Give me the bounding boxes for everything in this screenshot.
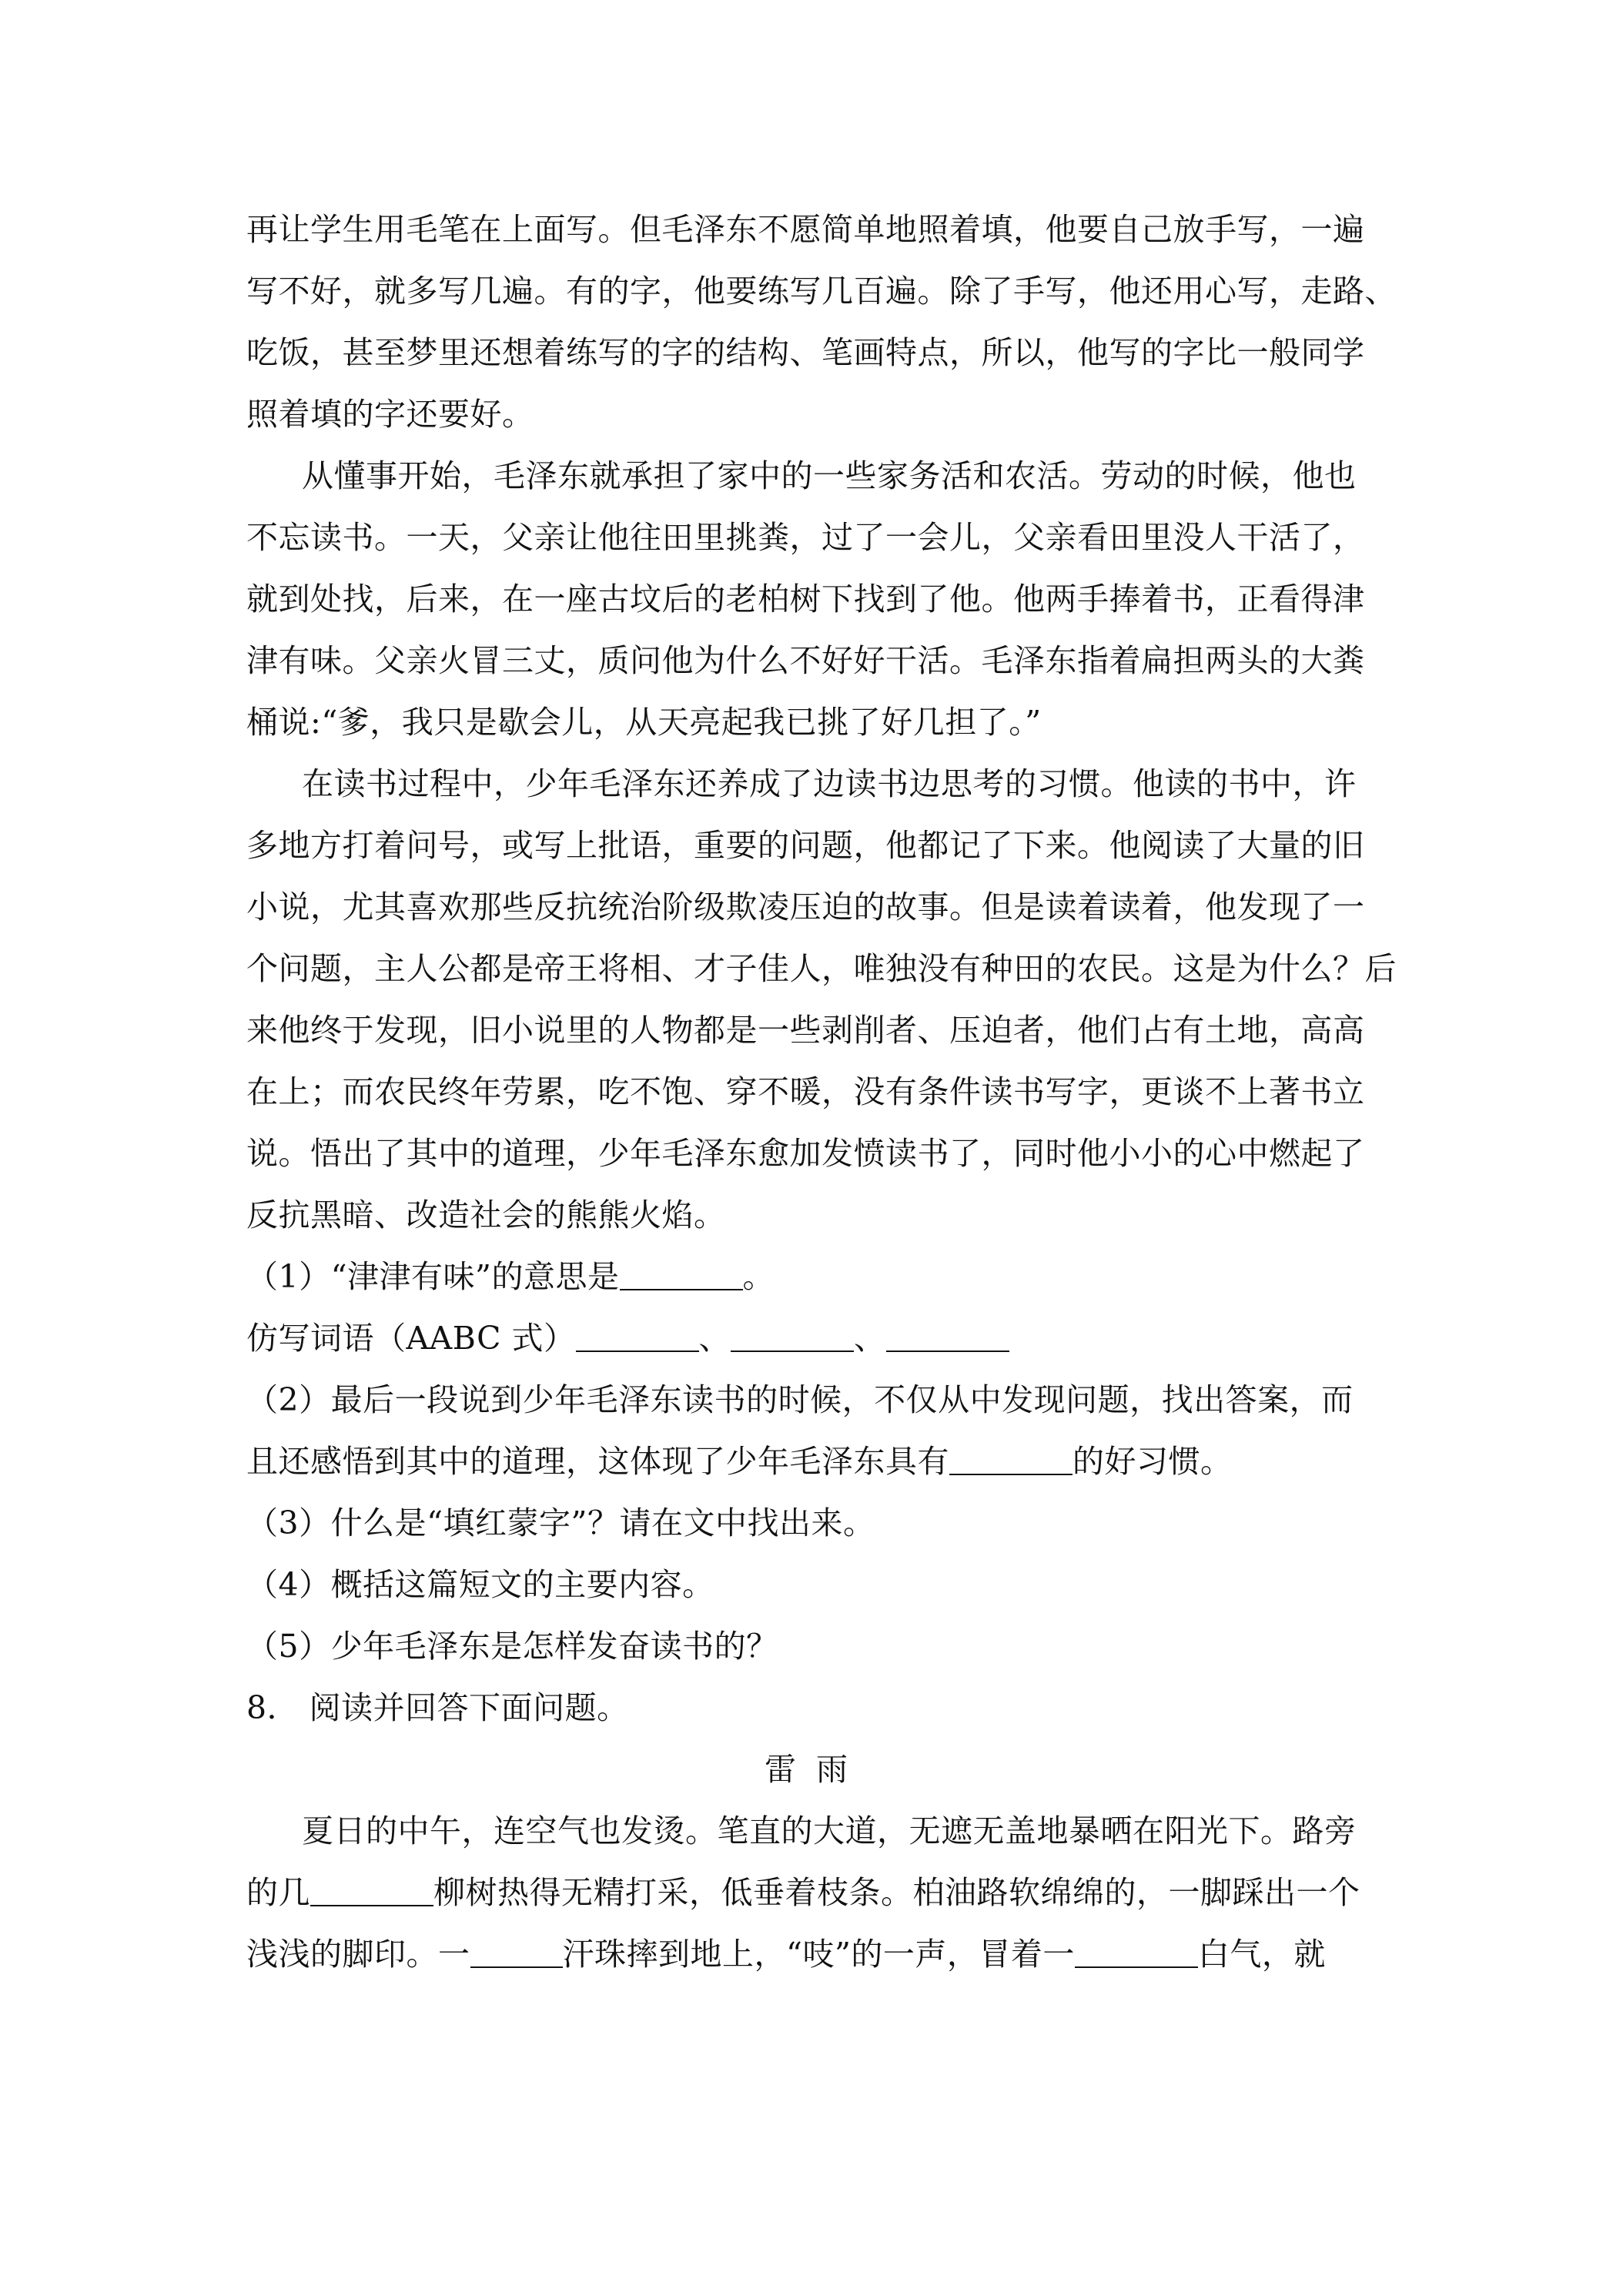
- passage-p2-line-5: 桶说:“爹，我只是歇会儿，从天亮起我已挑了好几担了。”: [246, 704, 1042, 741]
- passage-p1-line-2: 写不好，就多写几遍。有的字，他要练写几百遍。除了手写，他还用心写，走路、: [246, 273, 1397, 310]
- question-2-line-2: [246, 1431, 1386, 1492]
- question-4: （4）概括这篇短文的主要内容。: [246, 1566, 714, 1603]
- question-8-heading: 8． 阅读并回答下面问题。: [246, 1689, 629, 1726]
- passage-p2-line-1: 从懂事开始，毛泽东就承担了家中的一些家务活和农活。劳动的时候，他也: [302, 457, 1357, 494]
- question-5: （5）少年毛泽东是怎样发奋读书的？: [246, 1628, 778, 1665]
- answer-blank[interactable]: [949, 1444, 1073, 1475]
- passage-p1-line-4: 照着填的字还要好。: [246, 396, 534, 433]
- separator: 、: [698, 1320, 731, 1357]
- q8-line-2-start: 的几: [246, 1874, 310, 1911]
- passage-p2-line-2: 不忘读书。一天，父亲让他往田里挑粪，过了一会儿，父亲看田里没人干活了，: [246, 519, 1365, 556]
- question-1-text: （1）“津津有味”的意思是: [246, 1258, 620, 1295]
- passage-p3-line-4: 个问题，主人公都是帝王将相、才子佳人，唯独没有种田的农民。这是为什么？后: [246, 950, 1397, 987]
- answer-blank[interactable]: [620, 1260, 743, 1290]
- document-page: [246, 199, 1397, 1985]
- question-1: [246, 1246, 1386, 1307]
- q8-line-3-end: 白气，就: [1197, 1936, 1326, 1973]
- answer-blank[interactable]: [1075, 1937, 1198, 1968]
- answer-blank[interactable]: [470, 1937, 563, 1968]
- question-2-line-1: （2）最后一段说到少年毛泽东读书的时候，不仅从中发现问题，找出答案，而: [246, 1381, 1354, 1418]
- passage-p2-line-4: 津有味。父亲火冒三丈，质问他为什么不好好干活。毛泽东指着扁担两头的大粪: [246, 642, 1365, 679]
- question-1-end: 。: [742, 1258, 775, 1295]
- passage-title: 雷雨: [765, 1751, 868, 1788]
- separator: 、: [854, 1320, 886, 1357]
- q8-passage-line-1: 夏日的中午，连空气也发烫。笔直的大道，无遮无盖地暴晒在阳光下。路旁: [302, 1812, 1357, 1849]
- passage-p1-line-3: 吃饭，甚至梦里还想着练写的字的结构、笔画特点，所以，他写的字比一般同学: [246, 334, 1365, 371]
- q8-line-3-middle: 汗珠摔到地上，“吱”的一声，冒着一: [562, 1936, 1075, 1973]
- q8-passage-line-3: [246, 1923, 1386, 1985]
- question-2-end: 的好习惯。: [1073, 1443, 1233, 1480]
- passage-p3-line-3: 小说，尤其喜欢那些反抗统治阶级欺凌压迫的故事。但是读着读着，他发现了一: [246, 889, 1365, 925]
- answer-blank[interactable]: [886, 1321, 1009, 1352]
- passage-p3-line-2: 多地方打着问号，或写上批语，重要的问题，他都记了下来。他阅读了大量的旧: [246, 827, 1365, 864]
- answer-blank[interactable]: [310, 1876, 433, 1906]
- question-2-text: 且还感悟到其中的道理，这体现了少年毛泽东具有: [246, 1443, 949, 1480]
- answer-blank[interactable]: [731, 1321, 854, 1352]
- passage-p3-line-5: 来他终于发现，旧小说里的人物都是一些剥削者、压迫者，他们占有土地，高高: [246, 1012, 1365, 1049]
- question-1-imitate: [246, 1307, 1386, 1369]
- passage-p3-line-1: 在读书过程中，少年毛泽东还养成了边读书边思考的习惯。他读的书中，许: [302, 765, 1357, 802]
- passage-p2-line-3: 就到处找，后来，在一座古坟后的老柏树下找到了他。他两手捧着书，正看得津: [246, 581, 1365, 618]
- answer-blank[interactable]: [576, 1321, 699, 1352]
- passage-p3-line-8: 反抗黑暗、改造社会的熊熊火焰。: [246, 1197, 726, 1233]
- imitate-label: 仿写词语（AABC 式）: [246, 1320, 576, 1357]
- q8-line-3-start: 浅浅的脚印。一: [246, 1936, 470, 1973]
- passage-p1-line-1: 再让学生用毛笔在上面写。但毛泽东不愿简单地照着填，他要自己放手写，一遍: [246, 211, 1365, 248]
- q8-passage-line-2: [246, 1862, 1386, 1923]
- passage-p3-line-6: 在上；而农民终年劳累，吃不饱、穿不暖，没有条件读书写字，更谈不上著书立: [246, 1073, 1365, 1110]
- passage-p3-line-7: 说。悟出了其中的道理，少年毛泽东愈加发愤读书了，同时他小小的心中燃起了: [246, 1135, 1365, 1172]
- q8-line-2-end: 柳树热得无精打采，低垂着枝条。柏油路软绵绵的，一脚踩出一个: [433, 1874, 1360, 1911]
- question-3: （3）什么是“填红蒙字”？请在文中找出来。: [246, 1504, 875, 1541]
